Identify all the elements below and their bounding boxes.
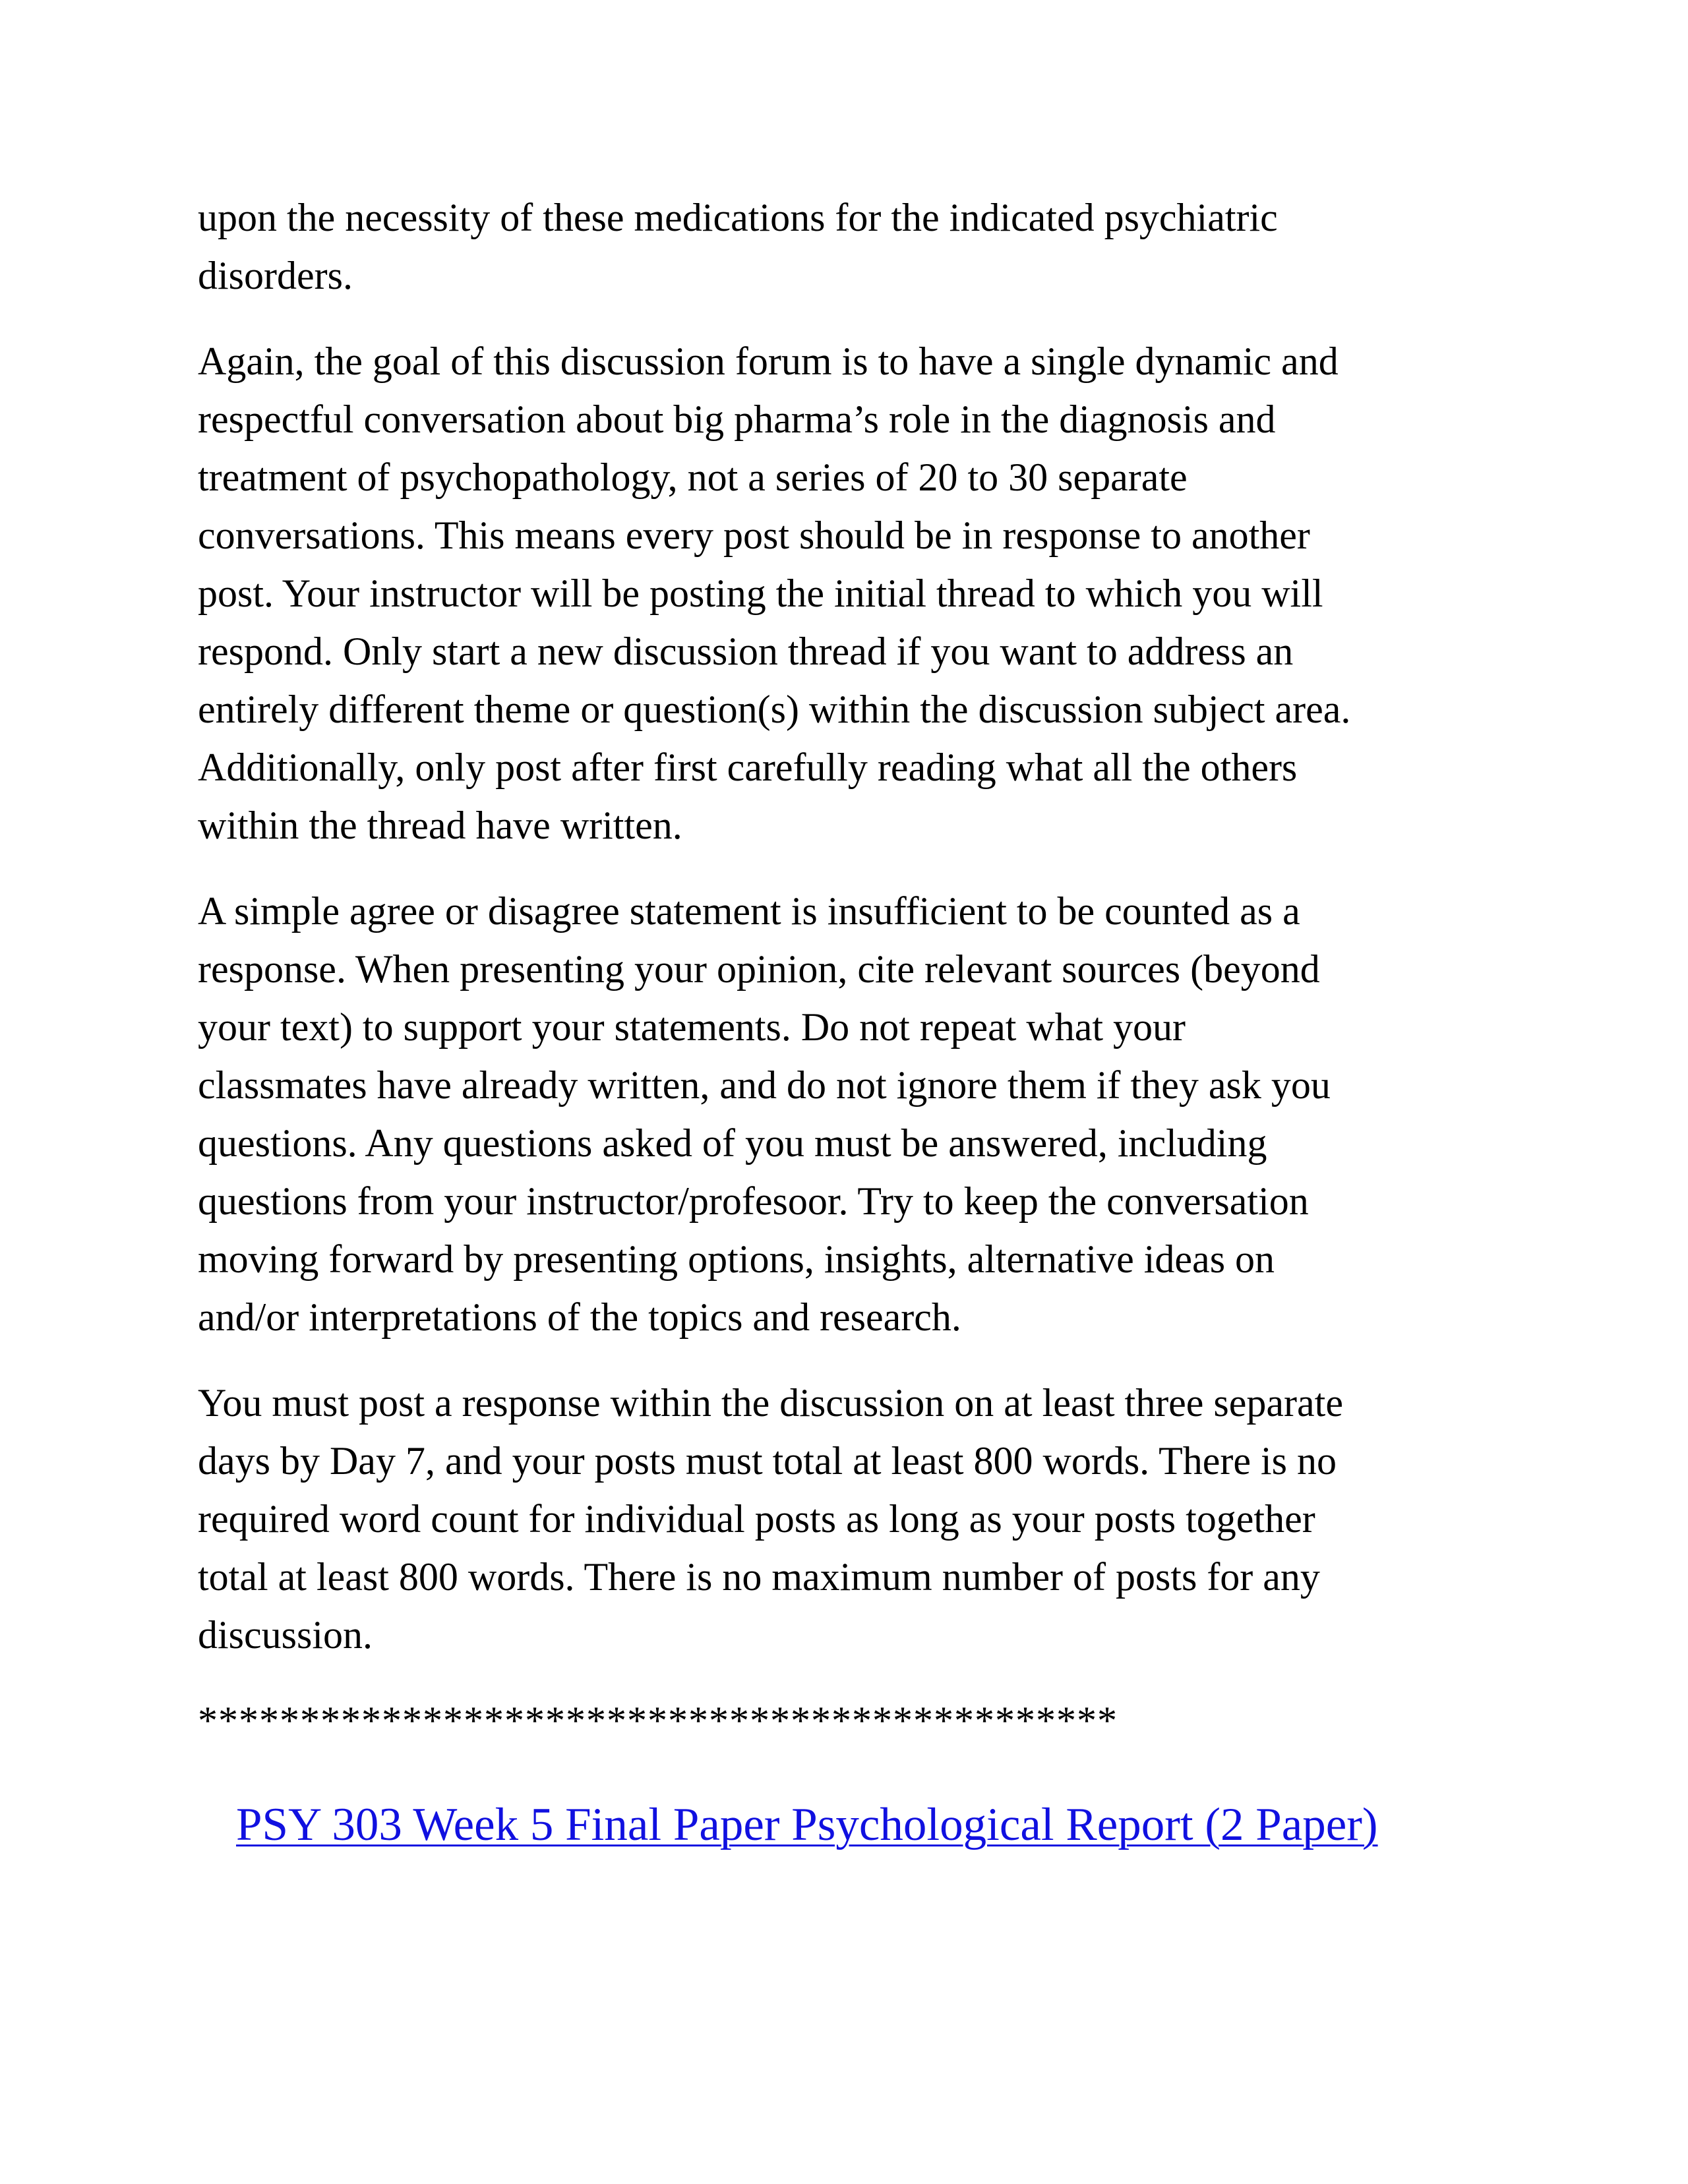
- text-line: required word count for individual posts as long as your posts together: [198, 1497, 1315, 1541]
- text-line: disorders.: [198, 254, 353, 297]
- text-line: within the thread have written.: [198, 804, 682, 847]
- text-line: entirely different theme or question(s) within the discussion subject area.: [198, 688, 1351, 731]
- paragraph-4: [198, 1374, 1490, 1664]
- link-row: [198, 1796, 1490, 1856]
- text-line: Again, the goal of this discussion forum is to have a single dynamic and: [198, 339, 1339, 383]
- paragraph-2: [198, 332, 1490, 854]
- text-line: Additionally, only post after first carefully reading what all the others: [198, 746, 1298, 789]
- text-line: conversations. This means every post should be in response to another: [198, 514, 1310, 557]
- document-body: [198, 189, 1490, 1856]
- text-line: your text) to support your statements. Do not repeat what your: [198, 1005, 1186, 1049]
- paragraph-3: [198, 882, 1490, 1346]
- text-line: moving forward by presenting options, insights, alternative ideas on: [198, 1237, 1275, 1281]
- text-line: questions. Any questions asked of you must be answered, including: [198, 1121, 1267, 1165]
- text-line: classmates have already written, and do not ignore them if they ask you: [198, 1063, 1331, 1107]
- text-line: discussion.: [198, 1613, 373, 1657]
- text-line: and/or interpretations of the topics and research.: [198, 1295, 961, 1339]
- text-line: post. Your instructor will be posting the initial thread to which you will: [198, 572, 1323, 615]
- separator-asterisks: *********************************************: [198, 1699, 1118, 1742]
- text-line: respond. Only start a new discussion thread if you want to address an: [198, 630, 1294, 673]
- text-line: treatment of psychopathology, not a series of 20 to 30 separate: [198, 456, 1188, 499]
- paper-link[interactable]: PSY 303 Week 5 Final Paper Psychological Report (2 Paper): [236, 1799, 1378, 1850]
- paragraph-1: [198, 189, 1490, 305]
- text-line: respectful conversation about big pharma’s role in the diagnosis and: [198, 398, 1276, 441]
- text-line: days by Day 7, and your posts must total at least 800 words. There is no: [198, 1439, 1337, 1483]
- text-line: total at least 800 words. There is no maximum number of posts for any: [198, 1555, 1320, 1599]
- text-line: A simple agree or disagree statement is insufficient to be counted as a: [198, 889, 1300, 933]
- text-line: You must post a response within the discussion on at least three separate: [198, 1381, 1343, 1425]
- text-line: upon the necessity of these medications for the indicated psychiatric: [198, 196, 1278, 239]
- text-line: response. When presenting your opinion, cite relevant sources (beyond: [198, 947, 1320, 991]
- text-line: questions from your instructor/profesoor. Try to keep the conversation: [198, 1179, 1309, 1223]
